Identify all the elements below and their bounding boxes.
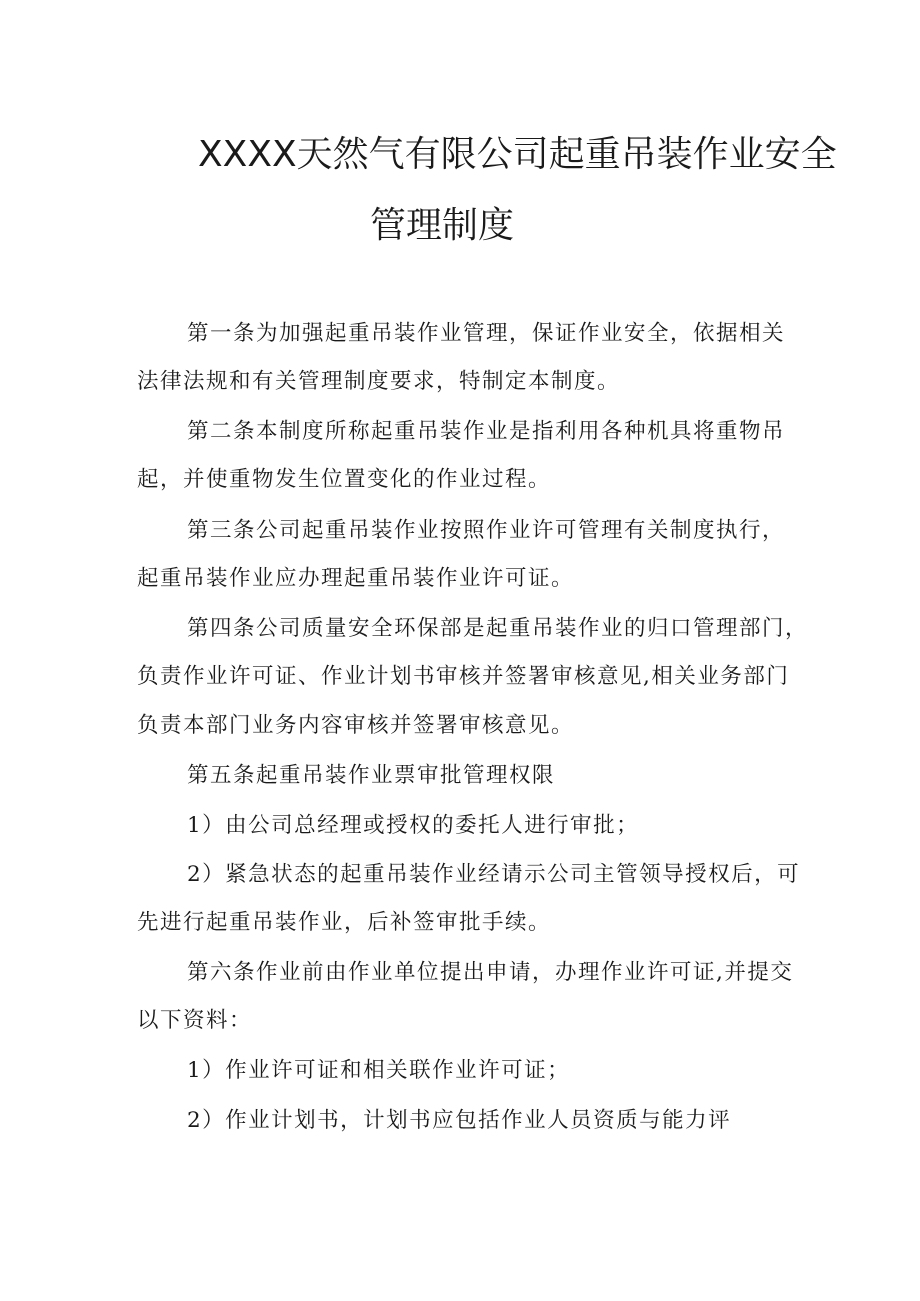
body-line: 第二条本制度所称起重吊装作业是指利用各种机具将重物吊 xyxy=(187,419,786,444)
list-item: 2）作业计划书，计划书应包括作业人员资质与能力评 xyxy=(187,1108,732,1133)
document-title-line-1: XXXX天然气有限公司起重吊装作业安全 xyxy=(198,134,837,175)
document-title-line-2: 管理制度 xyxy=(370,205,515,246)
list-item: 2）紧急状态的起重吊装作业经请示公司主管领导授权后，可 xyxy=(187,862,801,887)
body-line: 负责本部门业务内容审核并签署审核意见。 xyxy=(137,713,575,738)
body-line: 第一条为加强起重吊装作业管理，保证作业安全，依据相关 xyxy=(187,321,786,346)
body-line: 法律法规和有关管理制度要求，特制定本制度。 xyxy=(137,369,621,394)
list-item: 1）作业许可证和相关联作业许可证； xyxy=(187,1058,571,1083)
body-line: 起，并使重物发生位置变化的作业过程。 xyxy=(137,467,552,492)
body-line: 以下资料： xyxy=(137,1008,253,1033)
body-line: 第六条作业前由作业单位提出申请，办理作业许可证,并提交 xyxy=(187,960,794,985)
body-line: 第三条公司起重吊装作业按照作业许可管理有关制度执行， xyxy=(187,518,786,543)
list-item: 1）由公司总经理或授权的委托人进行审批； xyxy=(187,813,640,838)
body-line: 先进行起重吊装作业，后补签审批手续。 xyxy=(137,910,552,935)
body-line: 第四条公司质量安全环保部是起重吊装作业的归口管理部门， xyxy=(187,616,809,641)
body-line: 起重吊装作业应办理起重吊装作业许可证。 xyxy=(137,566,575,591)
body-line: 负责作业许可证、作业计划书审核并签署审核意见,相关业务部门 xyxy=(137,664,790,689)
body-line: 第五条起重吊装作业票审批管理权限 xyxy=(187,763,556,788)
